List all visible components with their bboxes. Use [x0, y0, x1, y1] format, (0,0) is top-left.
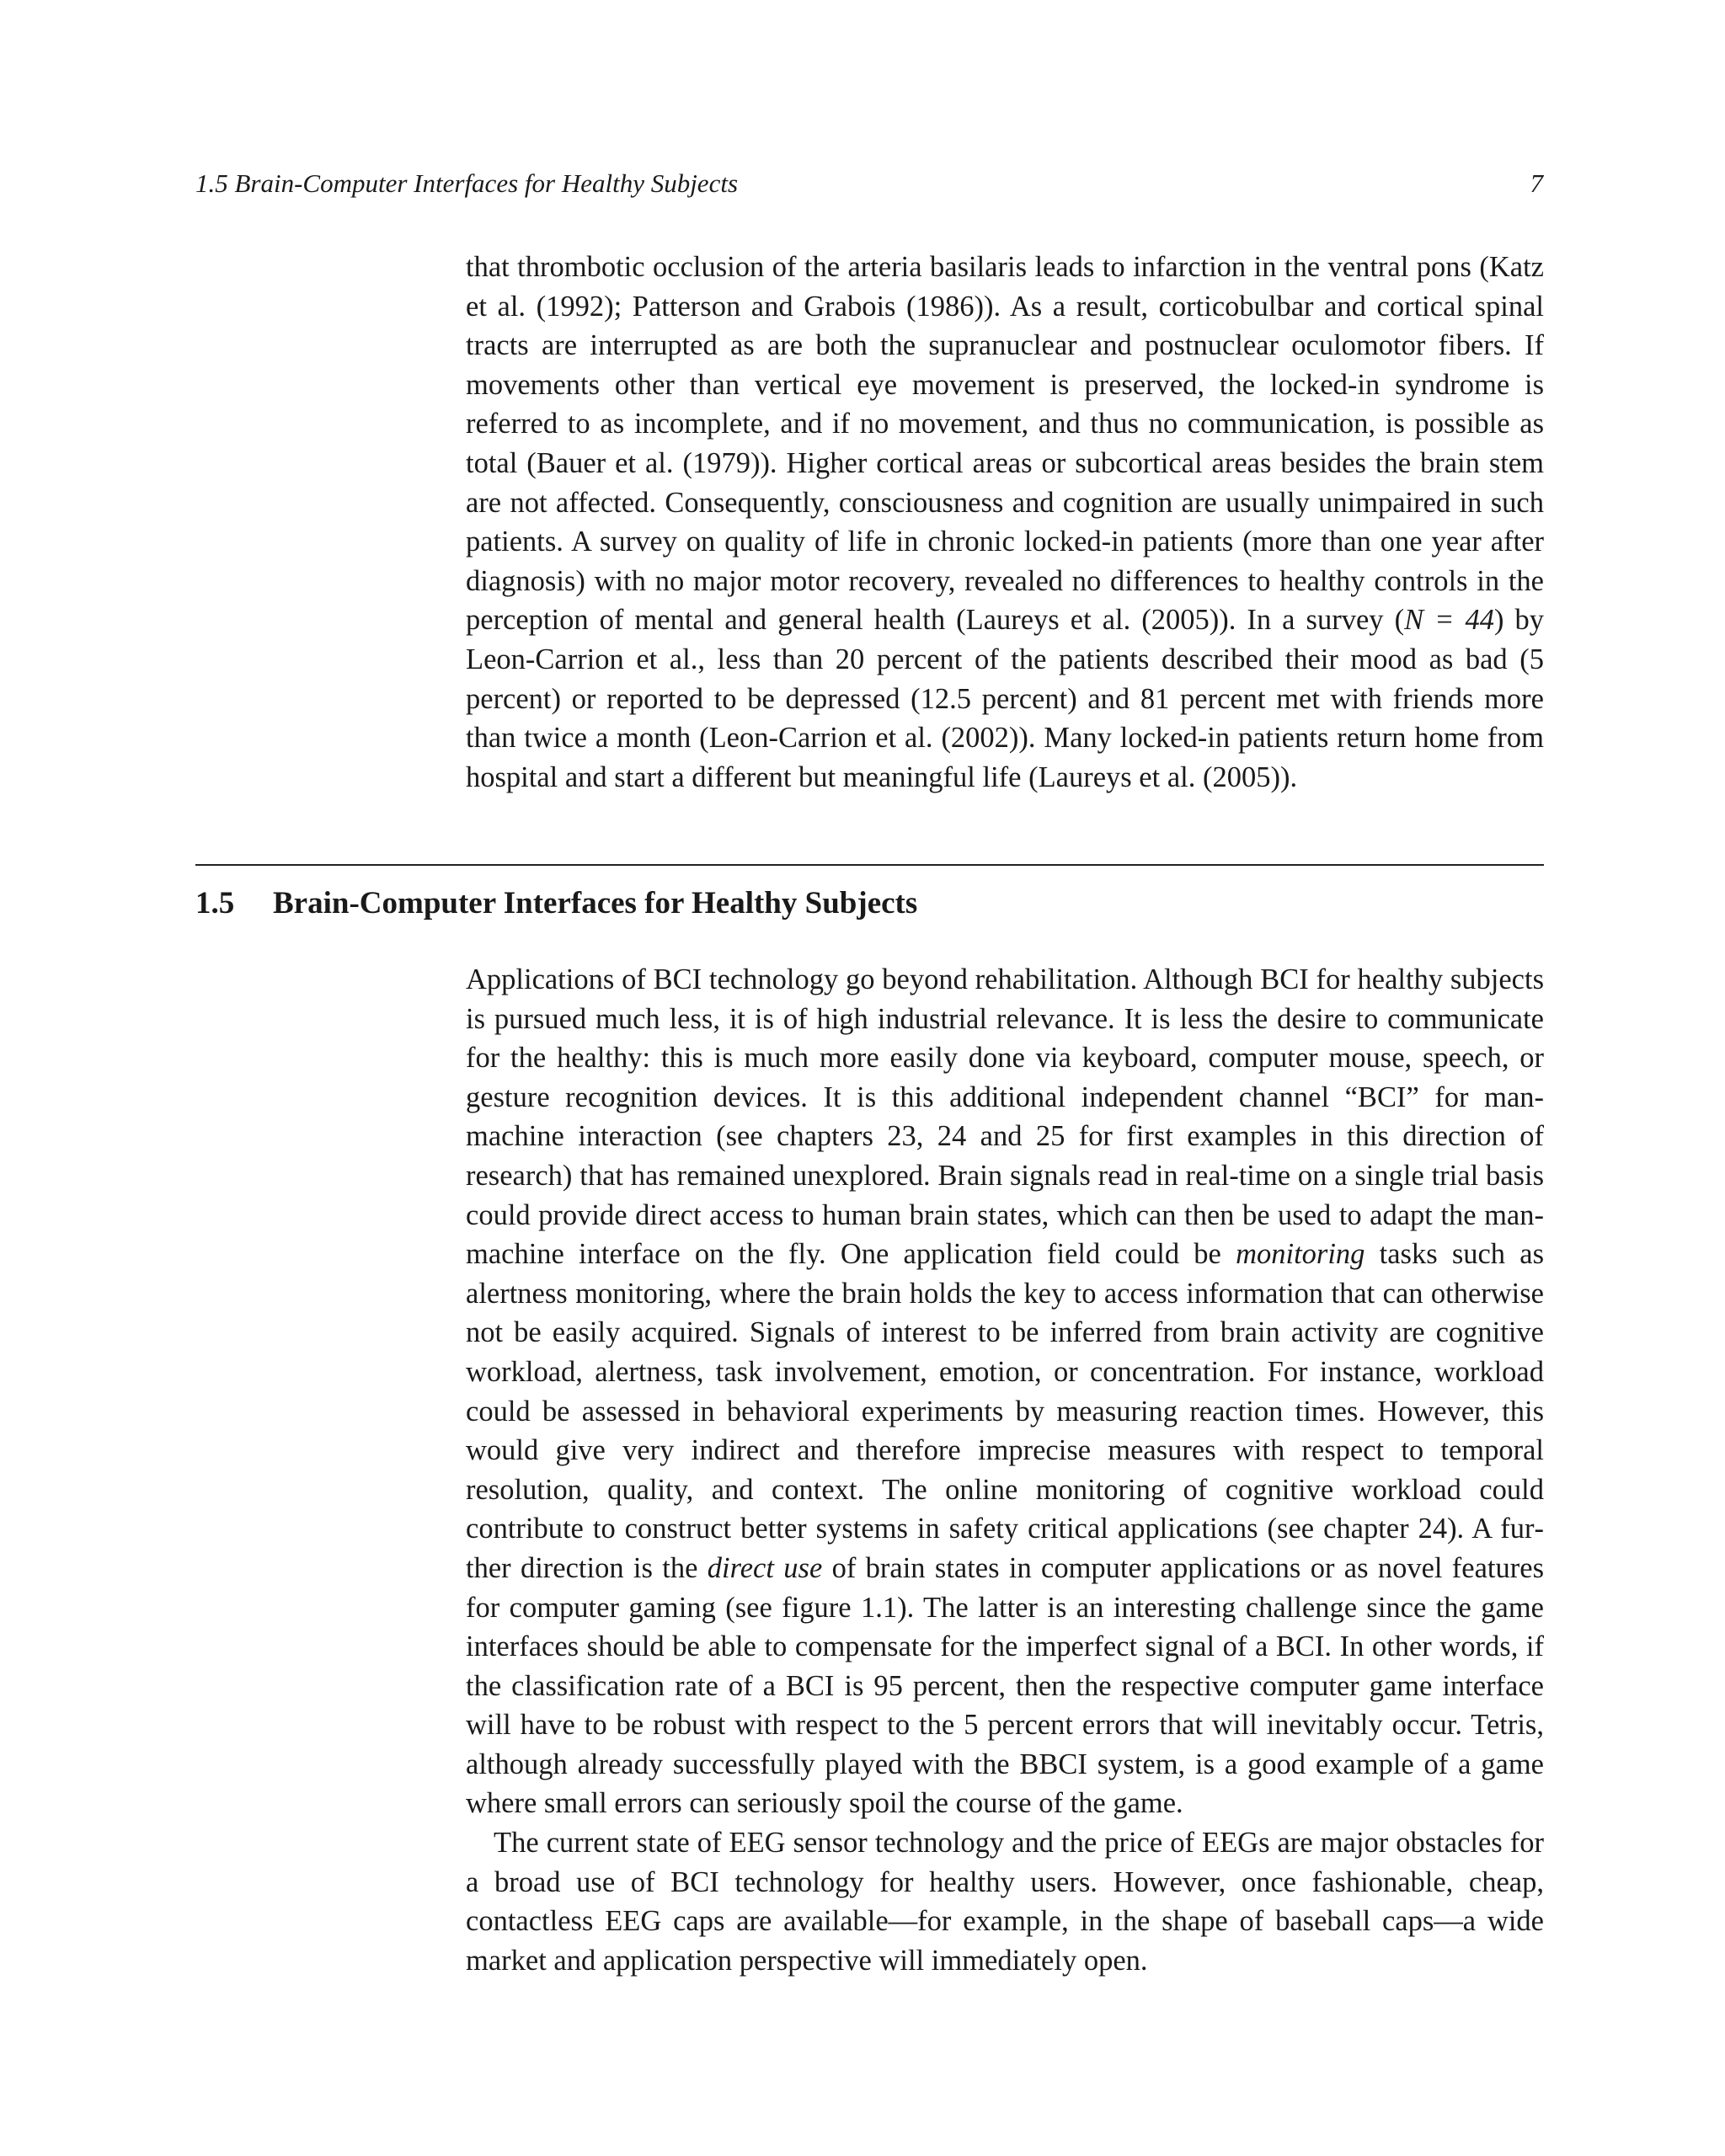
section-title: Brain-Computer Interfaces for Healthy Subjects: [273, 886, 918, 921]
section-number: 1.5: [195, 886, 235, 921]
intro-text-block: [466, 248, 1544, 797]
emphasis-direct-use: direct use: [707, 1551, 823, 1584]
emphasis-monitoring: monitoring: [1236, 1238, 1365, 1271]
running-head-title: 1.5 Brain-Computer Interfaces for Healthy Subjects: [195, 168, 739, 198]
paragraph-1-part-2: tasks such as alertness monitoring, where the brain holds the key to access information that can otherwise not be easily acquired. Signals of interest to be inferred from brain activity are cognitive workload, alertness, task involvement, emotion, or concentration. For instance, workload could be assessed in behavioral experiments by measuring reaction times. However, this would give very indirect and therefore imprecise measures with respect to temporal resolution, quality, and context. The online monitoring of cognitive workload could contribute to construct better systems in safety critical applications (see chapter 24). A further direction is the: [466, 1238, 1544, 1584]
page-number: 7: [1530, 168, 1543, 198]
paragraph-1-part-3: of brain states in computer applications or as novel features for computer gaming (see figure 1.1). The latter is an interesting challenge since the game interfaces should be able to compensate for the imperfect signal of a BCI. In other words, if the classification rate of a BCI is 95 percent, then the respective computer game interface will have to be robust with respect to the 5 percent errors that will inevitably occur. Tetris, although already successfully played with the BBCI system, is a good example of a game where small errors can seriously spoil the course of the game.: [466, 1551, 1544, 1820]
inline-math: N = 44: [1404, 604, 1494, 637]
section-paragraph-2: The current state of EEG sensor technology and the price of EEGs are major obstacles for a broad use of BCI technology for healthy users. However, once fashionable, cheap, contactless EEG caps are available—for example, in the shape of baseball caps—a wide market and application perspective will immediately open.: [466, 1827, 1544, 1977]
paragraph-1-part-1: Applications of BCI technology go beyond rehabilitation. Although BCI for healthy subjects is pursued much less, it is of high industrial relevance. It is less the desire to communicate for the healthy: this is much more easily done via keyboard, computer mouse, speech, or gesture recognition devices. It is this additional independent channel “BCI” for man-machine interaction (see chapters 23, 24 and 25 for first examples in this direction of research) that has remained unexplored. Brain signals read in real-time on a single trial basis could provide direct access to human brain states, which can then be used to adapt the man-machine interface on the fly. One application field could be: [466, 963, 1544, 1271]
section-text-block: [466, 960, 1544, 1980]
intro-paragraph: [466, 248, 1544, 797]
section-rule: [195, 864, 1544, 866]
running-head: [195, 165, 1543, 202]
section-paragraph-1: [466, 960, 1544, 1823]
intro-text-part-1: that thrombotic occlusion of the arteria basilaris leads to infarction in the ventral pons (Katz et al. (1992); Patterson and Grabois (1986)). As a result, corticobulbar and cortical spinal tracts are interrupted as are both the supranuclear and postnuclear oculomotor fibers. If movements other than vertical eye movement is preserved, the locked-in syndrome is referred to as incomplete, and if no movement, and thus no communication, is possible as total (Bauer et al. (1979)). Higher cortical areas or subcortical areas besides the brain stem are not affected. Consequently, consciousness and cognition are usually unimpaired in such patients. A survey on quality of life in chronic locked-in patients (more than one year after diagnosis) with no major motor recovery, revealed no differences to healthy controls in the perception of mental and general health (Laureys et al. (2005)). In a survey (: [466, 251, 1544, 637]
section-heading: [195, 880, 1543, 927]
intro-text-part-2: ) by Leon-Carrion et al., less than 20 percent of the patients described their mood as bad (5 percent) or reported to be depressed (12.5 percent) and 81 percent met with friends more than twice a month (Leon-Carrion et al. (2002)). Many locked-in patients return home from hospital and start a different but meaningful life (Laureys et al. (2005)).: [466, 604, 1544, 793]
